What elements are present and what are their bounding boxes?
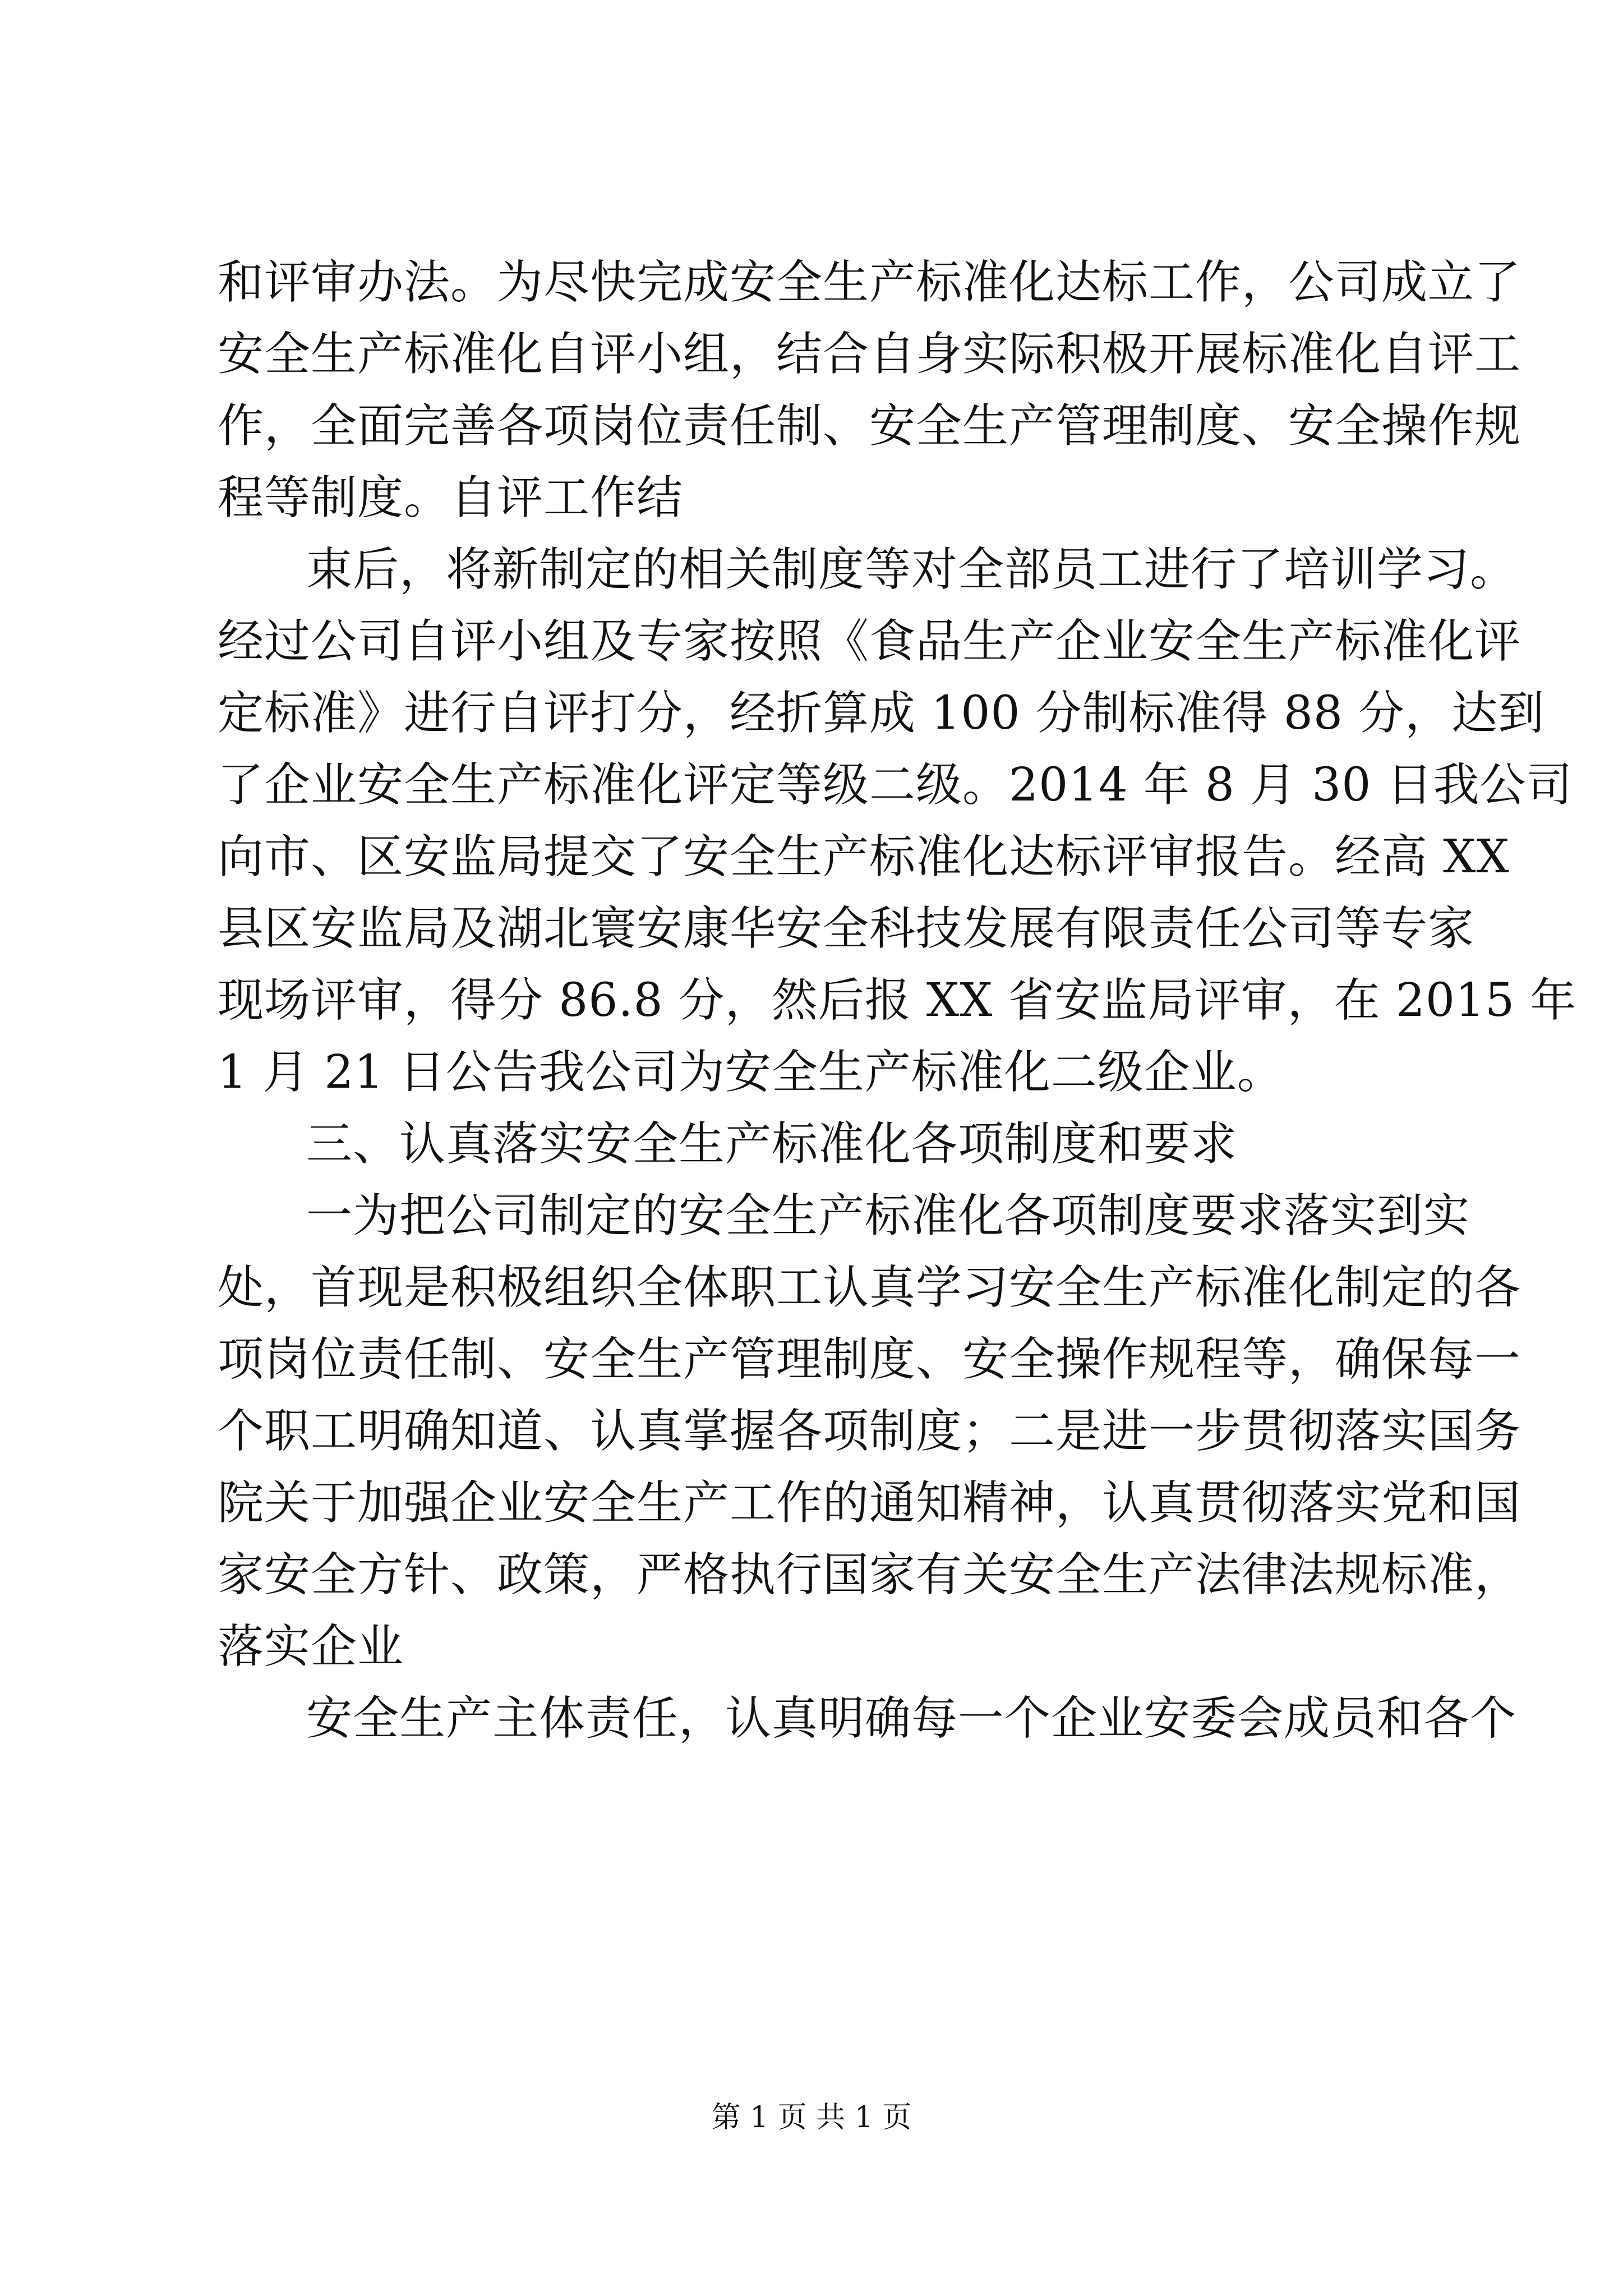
text-line: 个职工明确知道、认真掌握各项制度；二是进一步贯彻落实国务: [218, 1405, 1521, 1458]
text-line: 县区安监局及湖北寰安康华安全科技发展有限责任公司等专家: [218, 902, 1475, 955]
text-line: 安全生产标准化自评小组，结合自身实际积极开展标准化自评工: [218, 328, 1521, 381]
text-line: 经过公司自评小组及专家按照《食品生产企业安全生产标准化评: [218, 615, 1521, 668]
text-line: 作，全面完善各项岗位责任制、安全生产管理制度、安全操作规: [218, 399, 1521, 453]
text-line: 程等制度。自评工作结: [218, 471, 684, 524]
text-line: 家安全方针、政策，严格执行国家有关安全生产法律法规标准，: [218, 1548, 1521, 1602]
text-line: 落实企业: [218, 1620, 404, 1673]
text-line: 定标准》进行自评打分，经折算成 100 分制标准得 88 分，达到: [218, 687, 1545, 740]
paragraph-first-line: 一为把公司制定的安全生产标准化各项制度要求落实到实: [306, 1189, 1470, 1243]
text-line: 项岗位责任制、安全生产管理制度、安全操作规程等，确保每一: [218, 1333, 1521, 1386]
text-line: 院关于加强企业安全生产工作的通知精神，认真贯彻落实党和国: [218, 1476, 1521, 1530]
page-footer: [0, 2098, 1623, 2137]
text-line: 1 月 21 日公告我公司为安全生产标准化二级企业。: [218, 1046, 1284, 1099]
text-line: 了企业安全生产标准化评定等级二级。2014 年 8 月 30 日我公司: [218, 758, 1573, 812]
document-body: [218, 247, 1577, 1755]
section-heading: 三、认真落实安全生产标准化各项制度和要求: [306, 1117, 1238, 1171]
text-line: 处，首现是积极组织全体职工认真学习安全生产标准化制定的各: [218, 1261, 1521, 1314]
page-number-label: 第 1 页 共 1 页: [711, 2101, 912, 2134]
text-line: 向市、区安监局提交了安全生产标准化达标评审报告。经高 XX: [218, 830, 1510, 884]
paragraph-first-line: 安全生产主体责任，认真明确每一个企业安委会成员和各个: [306, 1692, 1517, 1745]
text-line: 现场评审，得分 86.8 分，然后报 XX 省安监局评审，在 2015 年: [218, 974, 1577, 1027]
text-line: 和评审办法。为尽快完成安全生产标准化达标工作，公司成立了: [218, 256, 1521, 309]
paragraph-first-line: 束后，将新制定的相关制度等对全部员工进行了培训学习。: [306, 543, 1517, 596]
